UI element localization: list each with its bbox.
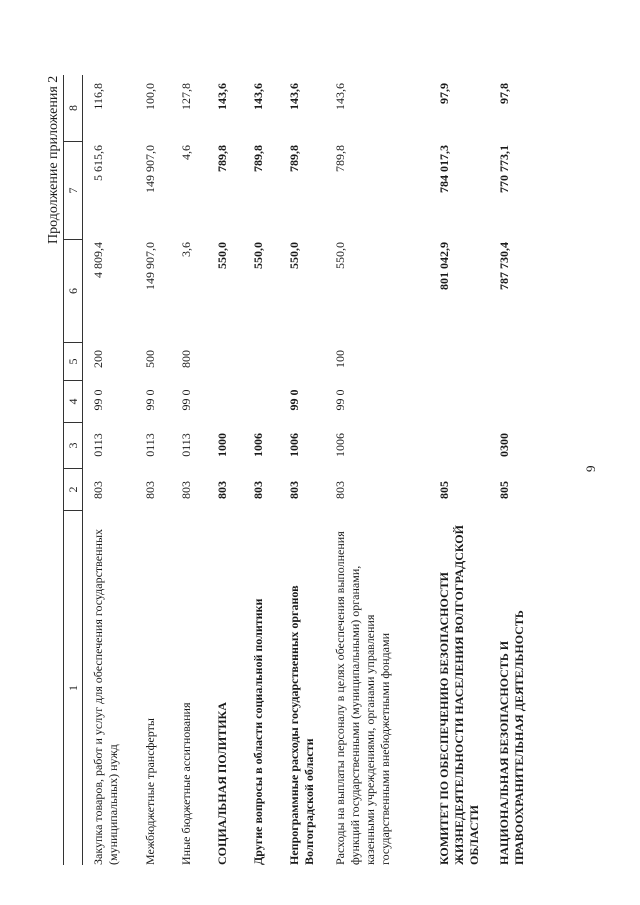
row-amount-actual: 789,8	[333, 145, 347, 172]
row-department-code: 803	[287, 481, 301, 499]
row-target-article: 99 0	[179, 389, 193, 411]
row-amount-plan: 787 730,4	[497, 242, 511, 290]
header-col-4: 4	[64, 380, 82, 422]
row-target-article: 99 0	[287, 389, 301, 411]
header-col-5: 5	[64, 342, 82, 380]
table-row	[325, 75, 429, 865]
budget-table	[63, 75, 533, 865]
row-amount-plan: 801 042,9	[437, 242, 451, 290]
row-amount-plan: 550,0	[215, 242, 229, 269]
page-number: 9	[583, 465, 598, 472]
row-expense-type: 200	[91, 350, 105, 368]
row-name: Иные бюджетные ассигнования	[179, 702, 193, 865]
row-department-code: 803	[91, 481, 105, 499]
row-department-code: 803	[179, 481, 193, 499]
row-amount-actual: 789,8	[251, 145, 265, 172]
row-percent: 143,6	[287, 83, 301, 110]
row-name: СОЦИАЛЬНАЯ ПОЛИТИКА	[215, 702, 229, 865]
table-row	[243, 75, 279, 865]
row-percent: 97,9	[437, 83, 451, 104]
header-col-8: 8	[66, 105, 80, 111]
row-percent: 116,8	[91, 83, 105, 110]
row-section-code: 1006	[287, 433, 301, 457]
table-row	[207, 75, 243, 865]
table-row	[135, 75, 171, 865]
row-amount-actual: 770 773,1	[497, 145, 511, 193]
row-amount-plan: 149 907,0	[143, 242, 157, 290]
row-amount-actual: 784 017,3	[437, 145, 451, 193]
row-amount-actual: 5 615,6	[91, 145, 105, 181]
row-amount-actual: 4,6	[179, 145, 193, 160]
table-header	[63, 75, 83, 865]
row-name: КОМИТЕТ ПО ОБЕСПЕЧЕНИЮ БЕЗОПАСНОСТИ ЖИЗНЕДЕЯТЕЛЬНОСТИ НАСЕЛЕНИЯ ВОЛГОГРАДСКОЙ ОБЛАСТИ	[437, 525, 481, 865]
row-section-code: 0113	[179, 433, 193, 457]
row-percent: 97,8	[497, 83, 511, 104]
row-percent: 143,6	[251, 83, 265, 110]
row-percent: 143,6	[215, 83, 229, 110]
row-section-code: 0300	[497, 433, 511, 457]
row-expense-type: 800	[179, 350, 193, 368]
row-department-code: 803	[333, 481, 347, 499]
header-col-6: 6	[64, 239, 82, 342]
row-name: Непрограммные расходы государственных органов Волгоградской области	[287, 585, 316, 865]
row-percent: 100,0	[143, 83, 157, 110]
table-row	[429, 75, 489, 865]
row-department-code: 805	[497, 481, 511, 499]
row-name: НАЦИОНАЛЬНАЯ БЕЗОПАСНОСТЬ И ПРАВООХРАНИТЕЛЬНАЯ ДЕЯТЕЛЬНОСТЬ	[497, 610, 526, 865]
appendix-continuation-label: Продолжение приложения 2	[46, 75, 61, 244]
header-col-1: 1	[64, 510, 82, 865]
row-percent: 127,8	[179, 83, 193, 110]
table-row	[83, 75, 135, 865]
table-row	[171, 75, 207, 865]
row-section-code: 1006	[251, 433, 265, 457]
row-department-code: 803	[215, 481, 229, 499]
row-name: Другие вопросы в области социальной политики	[251, 598, 265, 865]
row-amount-plan: 3,6	[179, 242, 193, 257]
row-target-article: 99 0	[333, 389, 347, 411]
header-col-7: 7	[64, 141, 82, 239]
row-section-code: 0113	[143, 433, 157, 457]
row-expense-type: 500	[143, 350, 157, 368]
row-amount-plan: 4 809,4	[91, 242, 105, 278]
row-target-article: 99 0	[91, 389, 105, 411]
header-col-2: 2	[64, 468, 82, 510]
row-expense-type: 100	[333, 350, 347, 368]
row-amount-actual: 789,8	[215, 145, 229, 172]
row-target-article: 99 0	[143, 389, 157, 411]
row-section-code: 1000	[215, 433, 229, 457]
row-amount-plan: 550,0	[333, 242, 347, 269]
row-department-code: 805	[437, 481, 451, 499]
row-amount-plan: 550,0	[287, 242, 301, 269]
row-percent: 143,6	[333, 83, 347, 110]
row-name: Межбюджетные трансферты	[143, 718, 157, 865]
row-amount-plan: 550,0	[251, 242, 265, 269]
table-body	[83, 75, 533, 865]
row-section-code: 1006	[333, 433, 347, 457]
row-department-code: 803	[251, 481, 265, 499]
table-row	[489, 75, 533, 865]
row-name: Закупка товаров, работ и услуг для обеспечения государственных (муниципальных) нужд	[91, 528, 120, 865]
row-amount-actual: 789,8	[287, 145, 301, 172]
row-amount-actual: 149 907,0	[143, 145, 157, 193]
row-section-code: 0113	[91, 433, 105, 457]
row-department-code: 803	[143, 481, 157, 499]
header-col-3: 3	[64, 422, 82, 468]
table-row	[279, 75, 325, 865]
row-name: Расходы на выплаты персоналу в целях обеспечения выполнения функций государственными (муниципальными) органами, казенными учреждениями, органами управления государственными внебюджетными фондами	[333, 531, 392, 865]
